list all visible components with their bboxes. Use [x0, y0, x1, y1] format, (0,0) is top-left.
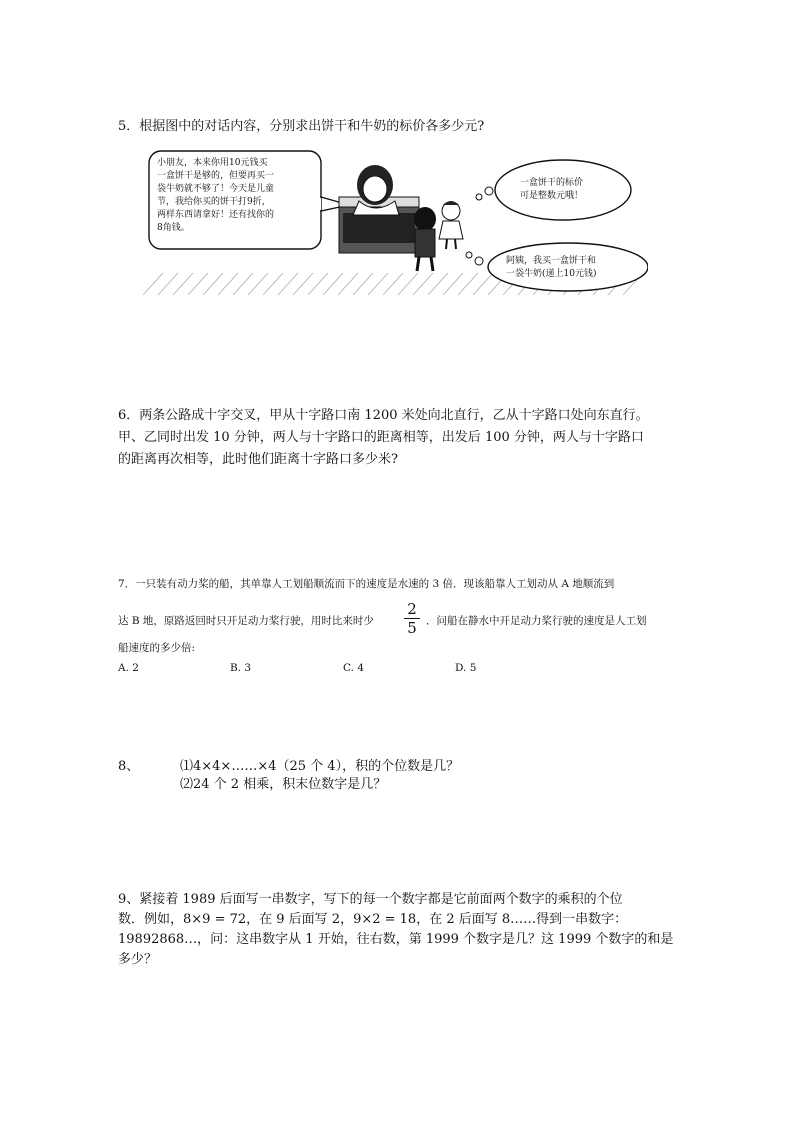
- q9-text: [118, 890, 673, 970]
- q9-line: 数．例如，8×9 = 72，在 9 后面写 2，9×2 = 18，在 2 后面写 8……得到一串数字：: [118, 912, 628, 927]
- right-bottom-bubble-line: 阿姨，我买一盒饼干和: [506, 256, 597, 266]
- q5-text: 5．根据图中的对话内容，分别求出饼干和牛奶的标价各多少元?: [118, 119, 485, 134]
- right-top-bubble-line: 一盒饼干的标价: [520, 178, 584, 188]
- q9-line: 多少？: [118, 952, 158, 967]
- q6-line: 甲、乙同时出发 10 分钟，两人与十字路口的距离相等，出发后 100 分钟，两人与十字路口: [118, 430, 644, 445]
- q7-line2-before: 达 B 地，原路返回时只开足动力桨行驶，用时比来时少: [118, 615, 374, 627]
- left-bubble-line: 袋牛奶就不够了！今天是儿童: [157, 184, 275, 194]
- right-top-bubble-text: [520, 177, 583, 203]
- q5-illustration: [143, 145, 648, 295]
- q6-line: 的距离再次相等，此时他们距离十字路口多少米?: [118, 452, 398, 467]
- q7-line3: 船速度的多少倍:: [118, 642, 196, 654]
- left-bubble-line: 小朋友，本来你用10元钱买: [157, 158, 268, 168]
- q9-line: 9、紧接着 1989 后面写一串数字，写下的每一个数字都是它前面两个数字的乘积的个位: [118, 892, 623, 907]
- q7-option-b: B. 3: [230, 662, 252, 674]
- q8-number: 8、: [118, 759, 140, 774]
- q7-option-c: C. 4: [343, 662, 365, 674]
- q6-text: [118, 405, 649, 471]
- q7-option-a: A. 2: [118, 662, 139, 674]
- fraction-numerator: 2: [407, 600, 417, 618]
- q7-fraction: [404, 601, 420, 636]
- q6-line: 6．两条公路成十字交叉，甲从十字路口南 1200 米处向北直行，乙从十字路口处向东直行。: [118, 408, 649, 423]
- left-bubble-line: 8角钱。: [157, 223, 190, 233]
- left-bubble-line: 一盒饼干是够的，但要再买一: [157, 171, 275, 181]
- q7-option-d: D. 5: [455, 662, 477, 674]
- q9-line: 19892868…，问：这串数字从 1 开始，往右数，第 1999 个数字是几？这 1999 个数字的和是: [118, 932, 674, 947]
- fraction-denominator: 5: [407, 619, 417, 637]
- right-bottom-bubble-line: 一袋牛奶(递上10元钱): [506, 269, 597, 279]
- q7-line1: 7．一只装有动力桨的船，其单靠人工划船顺流而下的速度是水速的 3 倍．现该船靠人工划动从 A 地顺流到: [118, 578, 615, 590]
- left-bubble-line: 节，我给你买的饼干打9折，: [157, 197, 271, 207]
- q8-part2: ⑵24 个 2 相乘，积末位数字是几？: [180, 777, 387, 792]
- left-bubble-text: [157, 157, 274, 235]
- q7-line2-after: ．问船在静水中开足动力桨行驶的速度是人工划: [426, 615, 647, 627]
- left-bubble-line: 两样东西请拿好！还有找你的: [157, 210, 275, 220]
- q8-part1: ⑴4×4×……×4（25 个 4），积的个位数是几？: [180, 759, 460, 774]
- right-bottom-bubble-text: [506, 255, 596, 281]
- right-top-bubble-line: 可是整数元哦！: [520, 191, 584, 201]
